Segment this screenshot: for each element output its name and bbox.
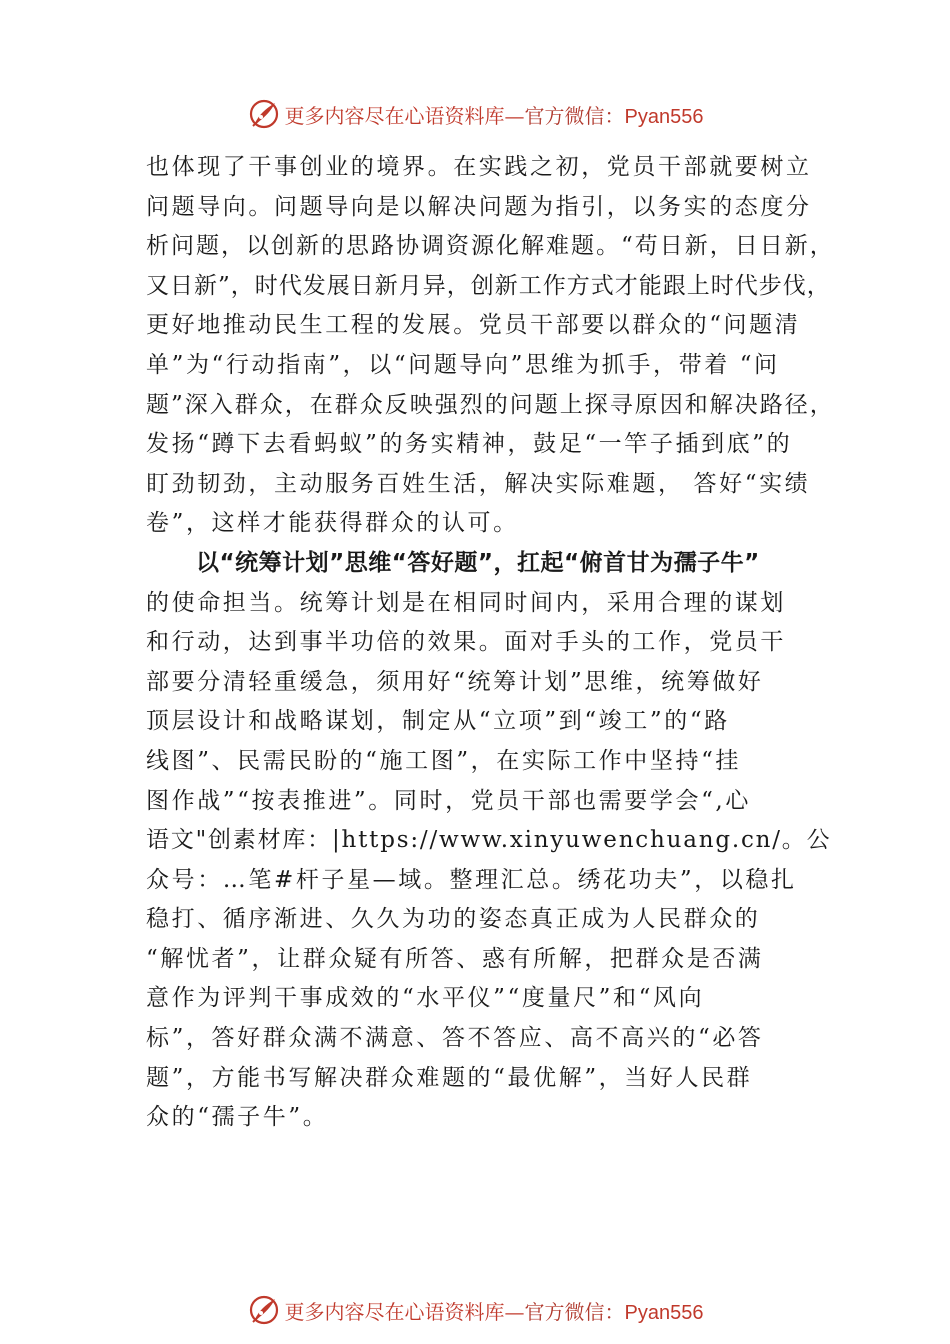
text-line: 标”，答好群众满不满意、答不答应、高不高兴的“必答	[146, 1025, 764, 1052]
text-line: 发扬“蹲下去看蚂蚁”的务实精神，鼓足“一竿子插到底”的	[146, 431, 793, 458]
text-line: 单”为“行动指南”，以“问题导向”思维为抓手，带着 “问	[146, 351, 780, 378]
banner-text	[285, 1296, 704, 1325]
text-line: 线图”、民需民盼的“施工图”，在实际工作中坚持“挂	[146, 747, 742, 774]
red-quill-logo-icon	[247, 1293, 281, 1327]
text-line: 部要分清轻重缓急，须用好“统筹计划”思维，统筹做好	[146, 668, 764, 695]
text-line: 众的“孺子牛”。	[146, 1104, 329, 1131]
paragraph-1	[146, 148, 836, 544]
text-line: 更好地推动民生工程的发展。党员干部要以群众的“问题清	[146, 312, 801, 339]
banner-dash: —	[504, 1299, 525, 1324]
text-line: 卷”，这样才能获得群众的认可。	[146, 510, 519, 537]
text-line: 也体现了干事创业的境界。在实践之初，党员干部就要树立	[146, 154, 812, 180]
section-heading: 以“统筹计划”思维“答好题”，扛起“俯首甘为孺子牛”	[196, 549, 760, 576]
header-banner	[0, 94, 950, 134]
document-body	[146, 148, 836, 1138]
text-line: 题”，方能书写解决群众难题的“最优解”，当好人民群	[146, 1064, 753, 1091]
text-line: “解忧者”，让群众疑有所答、惑有所解，把群众是否满	[146, 945, 764, 972]
text-line: 题”深入群众，在群众反映强烈的问题上探寻原因和解决路径，	[146, 391, 835, 418]
text-line: 和行动，达到事半功倍的效果。面对手头的工作，党员干	[146, 629, 786, 656]
banner-text	[285, 100, 704, 129]
banner-title: 更多内容尽在心语资料库	[284, 103, 505, 128]
banner-wechat-label: 官方微信：	[524, 1299, 625, 1324]
paragraph-2	[146, 544, 836, 1138]
text-line: 众号：…笔#杆子星—域。整理汇总。绣花功夫”，以稳扎	[146, 866, 797, 893]
banner-title: 更多内容尽在心语资料库	[284, 1299, 505, 1324]
text-line: 又日新”，时代发展日新月异，创新工作方式才能跟上时代步伐，	[146, 272, 831, 299]
text-line: 图作战”“按表推进”。同时，党员干部也需要学会“,心	[146, 787, 751, 814]
banner-dash: —	[504, 103, 525, 128]
text-line: 盯劲韧劲，主动服务百姓生活，解决实际难题， 答好“实绩	[146, 470, 811, 497]
text-line: 析问题，以创新的思路协调资源化解难题。“苟日新，日日新，	[146, 233, 835, 260]
text-line: 稳打、循序渐进、久久为功的姿态真正成为人民群众的	[146, 906, 761, 933]
red-quill-logo-icon	[247, 97, 281, 131]
text-line: 意作为评判干事成效的“水平仪”“度量尺”和“风向	[146, 985, 705, 1012]
banner-wechat-label: 官方微信：	[524, 103, 625, 128]
text-line: 的使命担当。统筹计划是在相同时间内，采用合理的谋划	[146, 589, 786, 616]
text-line: 语文"创素材库：|https://www.xinyuwenchuang.cn/。公	[146, 827, 832, 854]
banner-wechat-handle: Pyan556	[624, 105, 704, 128]
text-line: 顶层设计和战略谋划，制定从“立项”到“竣工”的“路	[146, 708, 730, 735]
footer-banner	[0, 1290, 950, 1330]
text-line: 问题导向。问题导向是以解决问题为指引，以务实的态度分	[146, 193, 812, 220]
banner-wechat-handle: Pyan556	[624, 1301, 704, 1324]
